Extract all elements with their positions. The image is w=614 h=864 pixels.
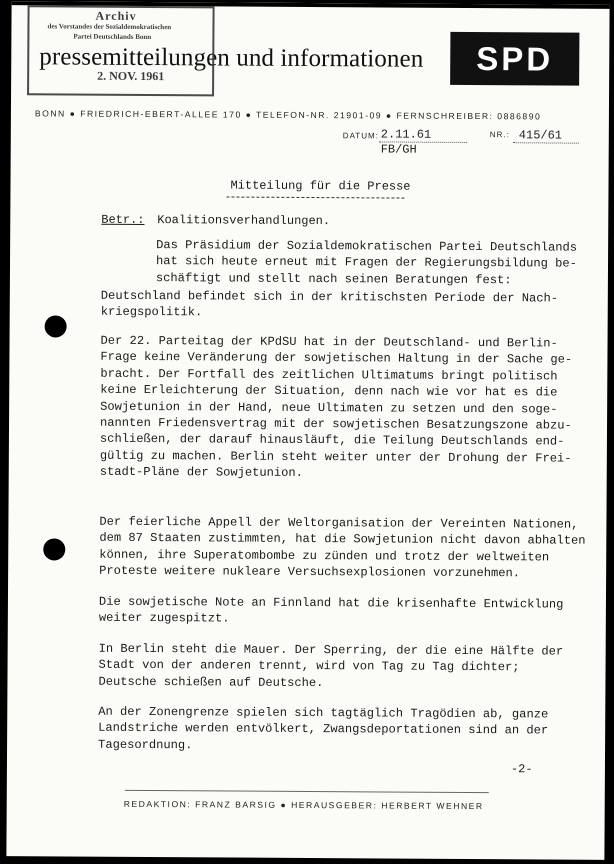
footer-credits: REDAKTION: FRANZ BARSIG ● HERAUSGEBER: HERBERT WEHNER [123, 798, 484, 812]
paragraph-2: Deutschland befindet sich in der kritischsten Periode der Nach- kriegspolitik. [100, 288, 559, 320]
archive-stamp [27, 5, 215, 96]
paragraph-3: Der 22. Parteitag der KPdSU hat in der Deutschland- und Berlin- Frage keine Veränderung der sowjetischen Haltung in der Sache ge- bracht. Der Fortfall des zeitlichen Ultimatums bringt politisch keine Erleichterung der Situation, denn nach wie vor hat es die Sowjetunion in der Hand, neue Ultimaten zu setzen und den soge- nannten Friedensvertrag mit der sowjetischen Besatzungszone abzu- schließen, der darauf hinausläuft, die Teilung Deutschlands end- gültig zu machen. Berlin steht weiter unter der Drohung der Frei- stadt-Pläne der Sowjetunion. [99, 333, 573, 481]
paragraph-7: An der Zonengrenze spielen sich tagtäglich Tragödien ab, ganze Landstriche werden entvölkert, Zwangsdeportationen sind an der Tagesordnung. [98, 704, 549, 753]
initials: FB/GH [380, 142, 417, 157]
footer-rule [125, 790, 489, 793]
betreff-label: Betr.: [101, 212, 145, 227]
stamp-line-1: Archiv [95, 8, 137, 23]
datum-value: 2.11.61 [380, 127, 432, 142]
nr-label: NR.: [489, 130, 510, 140]
document-page [6, 1, 609, 860]
punch-hole-top [45, 315, 67, 337]
heading-underline [226, 196, 404, 198]
nr-value: 415/61 [518, 128, 563, 143]
stamp-date: 2. NOV. 1961 [97, 68, 165, 84]
punch-hole-bottom [43, 538, 65, 560]
stamp-line-3: Partei Deutschlands Bonn [73, 32, 152, 42]
paragraph-4: Der feierliche Appell der Weltorganisation der Vereinten Nationen, dem 87 Staaten zustimmten, hat die Sowjetunion nicht davon abhalten können, ihre Superatombombe zu zünden und trotz der weltweiten Proteste weitere nukleare Versuchsexplosionen vorzunehmen. [99, 514, 586, 581]
paragraph-5: Die sowjetische Note an Finnland hat die krisenhafte Entwicklung weiter zugespitzt. [98, 594, 564, 626]
datum-label: DATUM: [342, 131, 379, 141]
letterhead-address: BONN ● FRIEDRICH-EBERT-ALLEE 170 ● TELEFON-NR. 21901-09 ● FERNSCHREIBER: 0886890 [34, 108, 542, 122]
letterhead-title: pressemitteilungen und informationen [39, 43, 424, 73]
betreff-value: Koalitionsverhandlungen. [157, 213, 331, 229]
page-number: -2- [510, 762, 533, 777]
spd-logo: SPD [450, 32, 579, 86]
press-heading: Mitteilung für die Presse [230, 178, 411, 194]
paragraph-6: In Berlin steht die Mauer. Der Sperring, der die eine Hälfte der Stadt von der anderen trennt, wird von Tag zu Tag dichter; Deutsche schießen auf Deutsche. [98, 641, 564, 690]
paragraph-1: Das Präsidium der Sozialdemokratischen Partei Deutschlands hat sich heute erneut mit Fragen der Regierungsbildung be- schäftigt und stellt nach seinen Beratungen fest: [155, 238, 578, 288]
stamp-line-2: des Vorstandes der Sozialdemokratischen [47, 22, 172, 32]
nr-underline [513, 142, 579, 143]
